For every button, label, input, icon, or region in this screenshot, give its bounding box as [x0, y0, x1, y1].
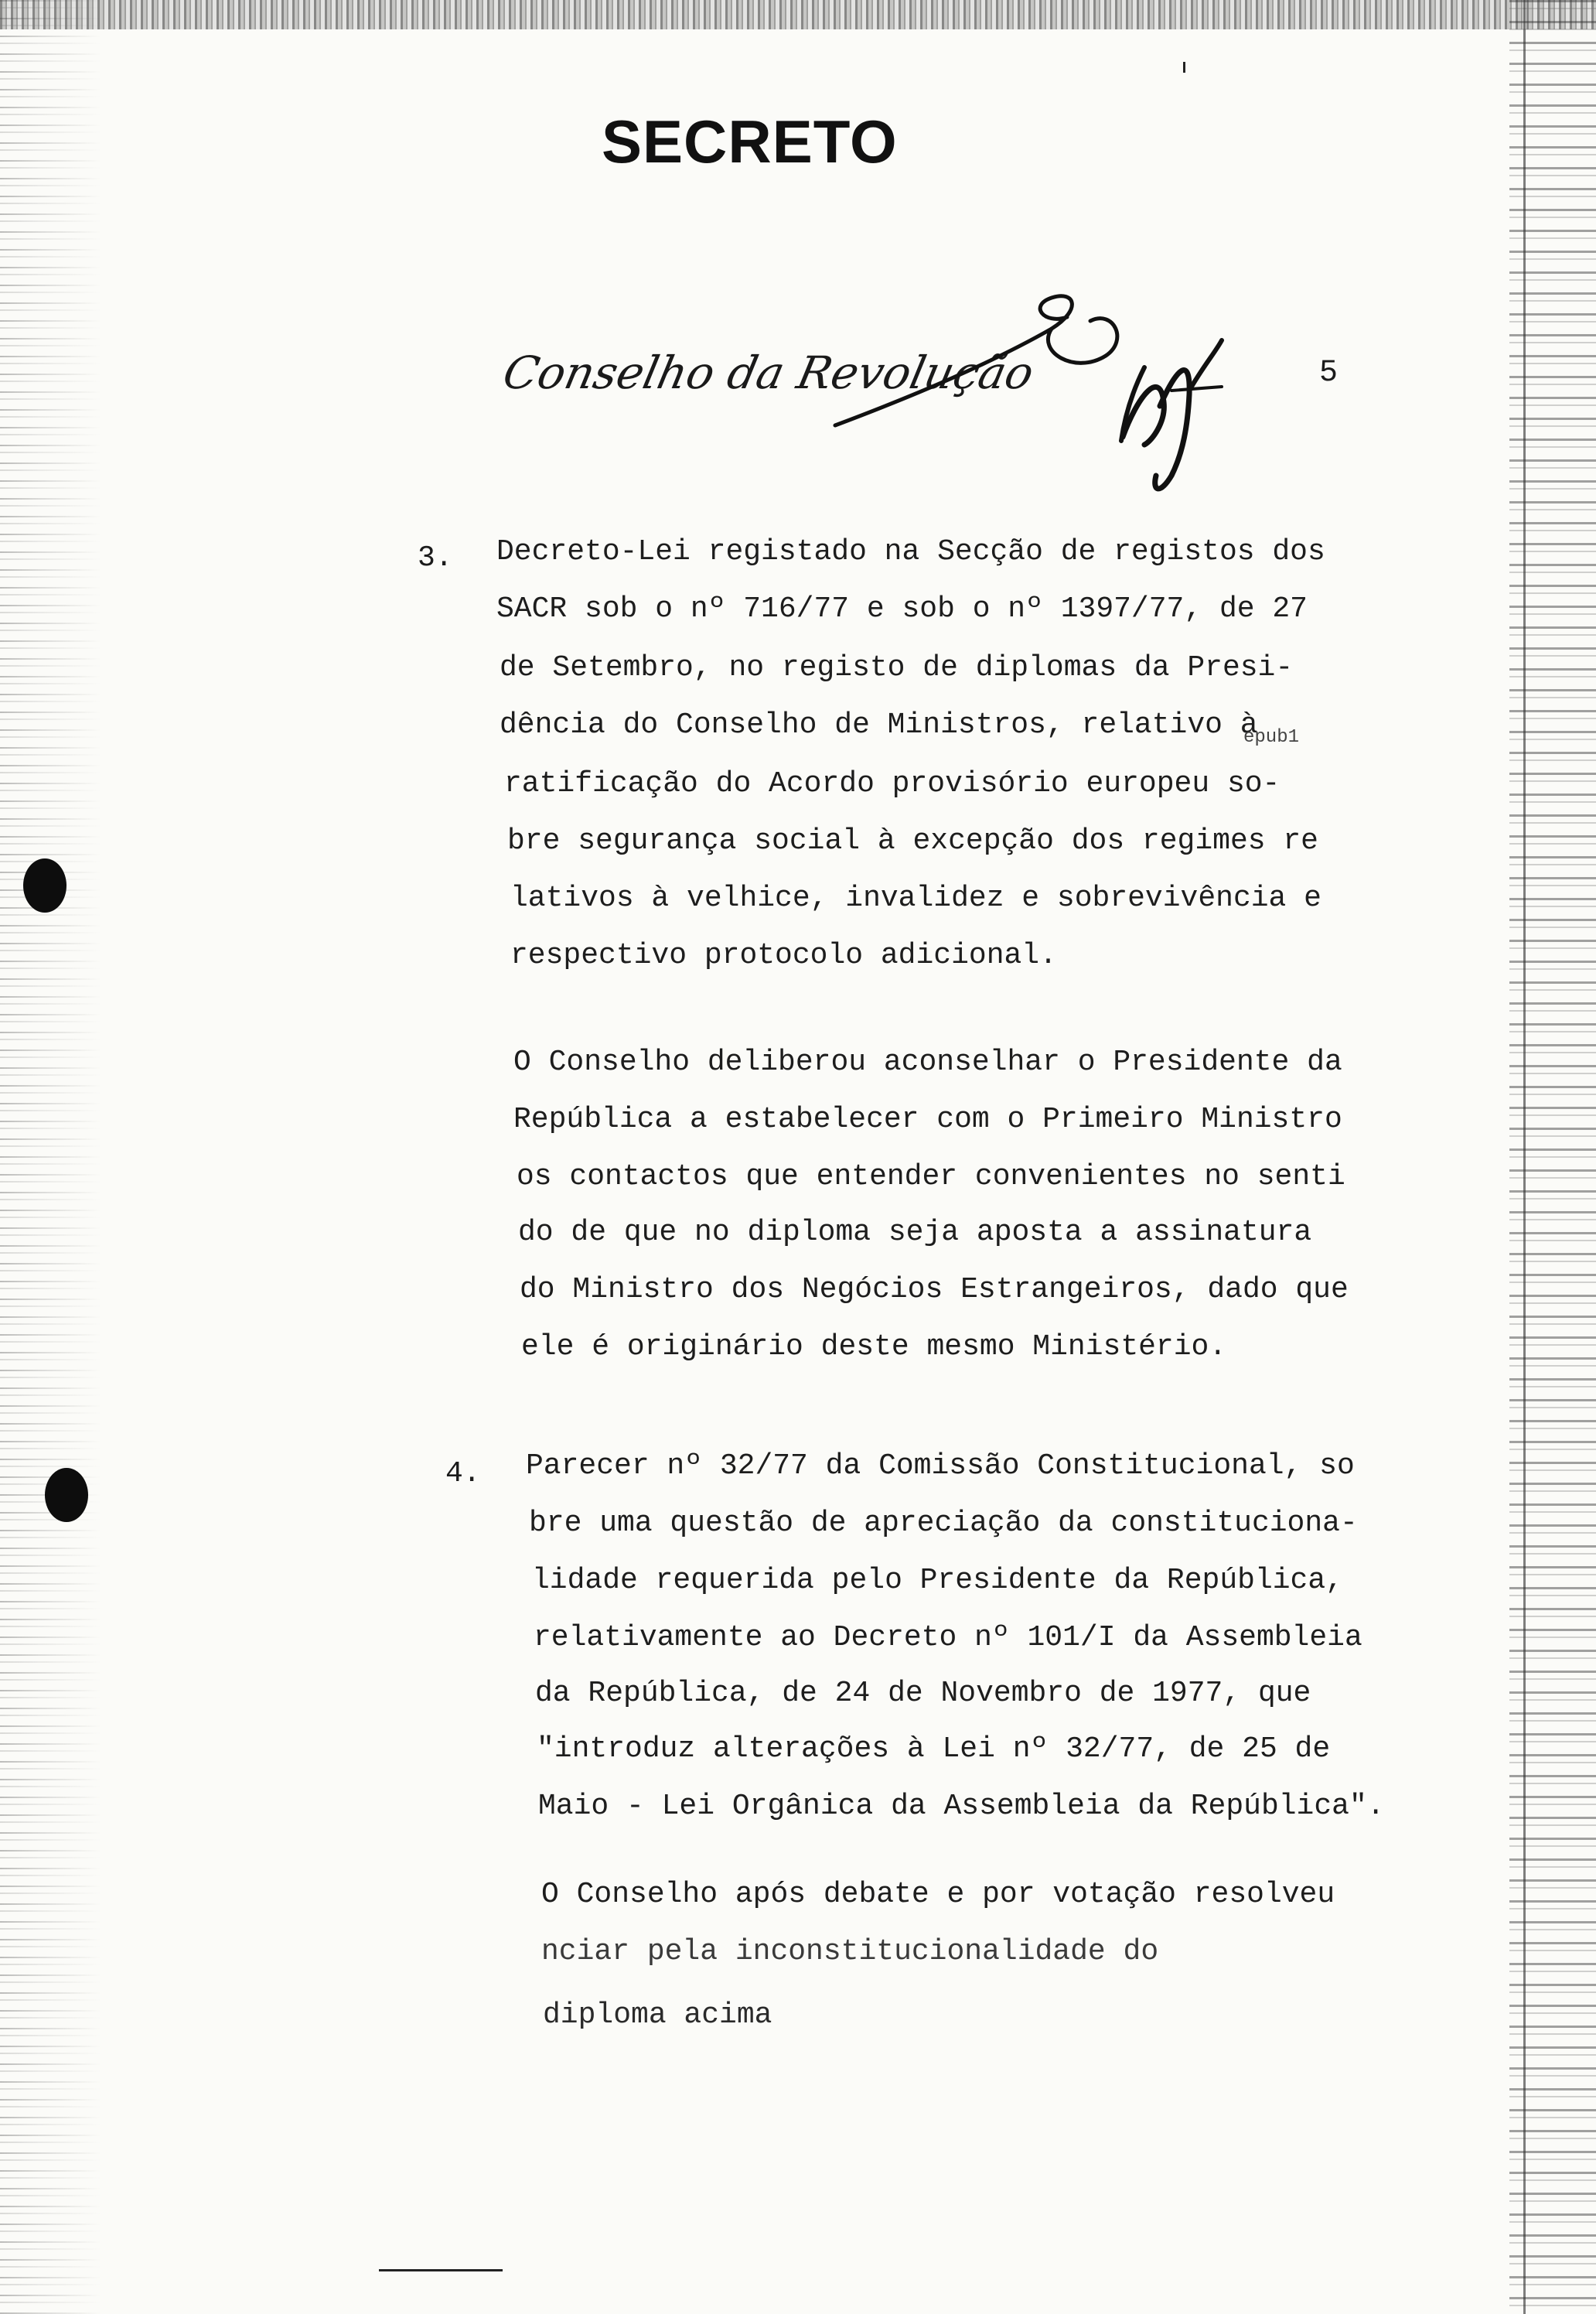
- item-4-line-4: relativamente ao Decreto nº 101/I da Assembleia: [534, 1621, 1362, 1654]
- item-4-line-7: Maio - Lei Orgânica da Assembleia da República".: [538, 1790, 1385, 1823]
- classification-stamp: SECRETO: [602, 108, 898, 176]
- item-3-line-7: lativos à velhice, invalidez e sobrevivência e: [510, 882, 1321, 915]
- item-3-line-5: ratificação do Acordo provisório europeu so-: [504, 767, 1281, 800]
- item-4-line-6: "introduz alterações à Lei nº 32/77, de 25 de: [537, 1732, 1331, 1766]
- scan-mark-bottom: [379, 2269, 503, 2271]
- item-3-line-1: Decreto-Lei registado na Secção de registos dos: [496, 535, 1325, 568]
- item-4-line-3: lidade requerida pelo Presidente da República,: [532, 1564, 1343, 1597]
- item-3-decision-line-6: ele é originário deste mesmo Ministério.: [521, 1330, 1227, 1363]
- item-3-line-6: bre segurança social à excepção dos regimes re: [507, 824, 1318, 858]
- punch-hole-upper: [23, 858, 66, 913]
- item-number-3: 3.: [418, 541, 453, 575]
- item-3-decision-line-1: O Conselho deliberou aconselhar o Presidente da: [513, 1046, 1342, 1079]
- item-3-decision-line-5: do Ministro dos Negócios Estrangeiros, dado que: [520, 1273, 1349, 1306]
- punch-hole-lower: [45, 1468, 88, 1522]
- item-3-line-4: dência do Conselho de Ministros, relativo à: [500, 708, 1258, 742]
- scan-edge-left: [0, 0, 101, 2314]
- item-number-4: 4.: [445, 1457, 481, 1490]
- scan-edge-top: [0, 0, 1596, 29]
- page-number: 5: [1319, 356, 1339, 391]
- letterhead: Conselho da Revolução: [498, 346, 1038, 399]
- item-3-decision-line-3: os contactos que entender convenientes no senti: [517, 1160, 1345, 1193]
- margin-annotation: epub1: [1243, 727, 1300, 748]
- item-4-line-5: da República, de 24 de Novembro de 1977, que: [535, 1677, 1311, 1710]
- item-3-decision-line-4: do de que no diploma seja aposta a assinatura: [518, 1216, 1312, 1249]
- item-4-line-2: bre uma questão de apreciação da constituciona-: [529, 1507, 1358, 1540]
- item-4-decision-line-1: O Conselho após debate e por votação resolveu: [541, 1878, 1335, 1911]
- item-3-line-3: de Setembro, no registo de diplomas da Presi-: [500, 651, 1294, 684]
- item-3-line-8: respectivo protocolo adicional.: [510, 939, 1057, 972]
- scan-edge-right: [1509, 0, 1596, 2314]
- item-3-decision-line-2: República a estabelecer com o Primeiro Ministro: [513, 1103, 1342, 1136]
- item-4-decision-line-2: nciar pela inconstitucionalidade do: [541, 1935, 1159, 1968]
- handwritten-signature: [820, 267, 1253, 507]
- item-4-decision-line-3: diploma acima: [543, 1998, 772, 2032]
- item-4-line-1: Parecer nº 32/77 da Comissão Constitucional, so: [526, 1449, 1355, 1483]
- scan-mark-top: [1183, 62, 1185, 73]
- item-3-line-2: SACR sob o nº 716/77 e sob o nº 1397/77, de 27: [496, 592, 1308, 626]
